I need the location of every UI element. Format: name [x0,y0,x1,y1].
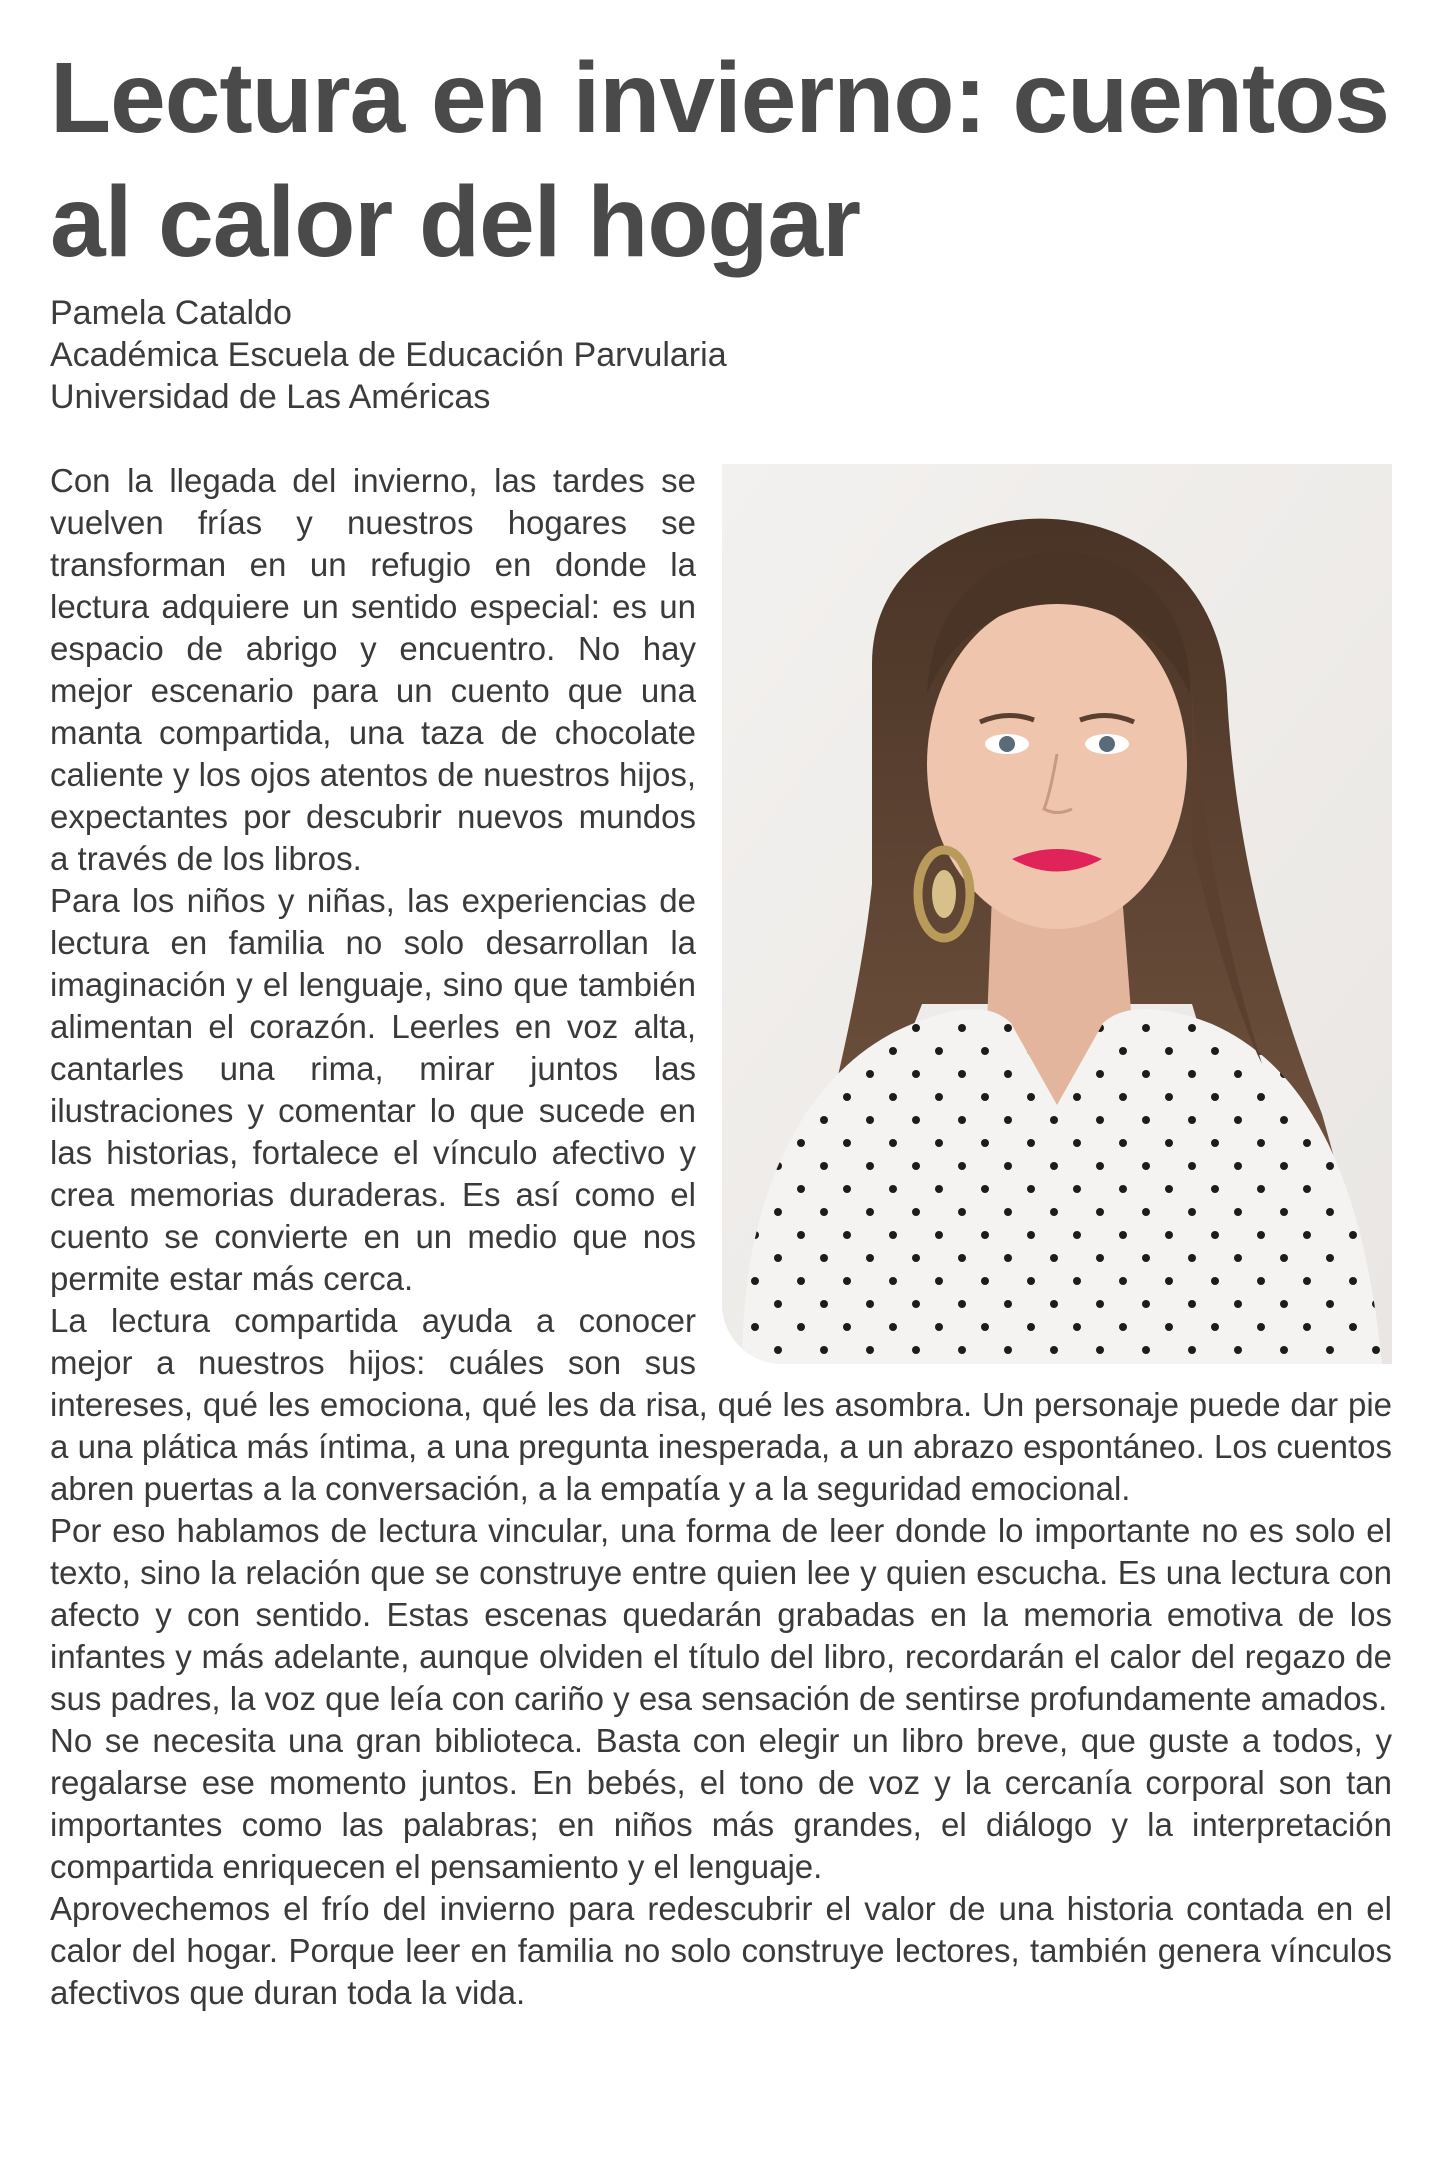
article-title: Lectura en invierno: cuentos al calor del hogar [50,42,1389,278]
paragraph-6: Aprovechemos el frío del invierno para redescubrir el valor de una historia contada en el calor del hogar. Porque leer en familia no solo construye lectores, también genera vínculos afectivos que duran toda la vida. [50,1890,1392,2011]
author-institution: Universidad de Las Américas [50,378,491,416]
author-photo [722,464,1392,1364]
paragraph-5: No se necesita una gran biblioteca. Basta con elegir un libro breve, que guste a todos, y regalarse ese momento juntos. En bebés, el tono de voz y la cercanía corporal son tan importantes como las palabras; en niños más grandes, el diálogo y la interpretación compartida enriquecen el pensamiento y el lenguaje. [50,1722,1392,1885]
paragraph-1: Con la llegada del invierno, las tardes se vuelven frías y nuestros hogares se transforman en un refugio en donde la lectura adquiere un sentido especial: es un espacio de abrigo y encuentro. No hay mejor escenario para un cuento que una manta compartida, una taza de chocolate caliente y los ojos atentos de nuestros hijos, expectantes por descubrir nuevos mundos a través de los libros. [50,462,696,877]
paragraph-2: Para los niños y niñas, las experiencias de lectura en familia no solo desarrollan la imaginación y el lenguaje, sino que también alimentan el corazón. Leerles en voz alta, cantarles una rima, mirar juntos las ilustraciones y comentar lo que sucede en las historias, fortalece el vínculo afectivo y crea memorias duraderas. Es así como el cuento se convierte en un medio que nos permite estar más cerca. [50,882,696,1297]
paragraph-3: La lectura compartida ayuda a conocer mejor a nuestros hijos: cuáles son sus intereses, qué les emociona, qué les da risa, qué les asombra. Un personaje puede dar pie a una plática más íntima, a una pregunta inesperada, a un abrazo espontáneo. Los cuentos abren puertas a la conversación, a la empatía y a la seguridad emocional. [50,1302,1392,1507]
author-byline [50,292,1392,418]
article-body [50,460,1392,2014]
paragraph-4: Por eso hablamos de lectura vincular, una forma de leer donde lo importante no es solo el texto, sino la relación que se construye entre quien lee y quien escucha. Es una lectura con afecto y con sentido. Estas escenas quedarán grabadas en la memoria emotiva de los infantes y más adelante, aunque olviden el título del libro, recordarán el calor del regazo de sus padres, la voz que leía con cariño y esa sensación de sentirse profundamente amados. [50,1512,1392,1717]
author-name: Pamela Cataldo [50,294,292,332]
author-role: Académica Escuela de Educación Parvularia [50,336,727,374]
